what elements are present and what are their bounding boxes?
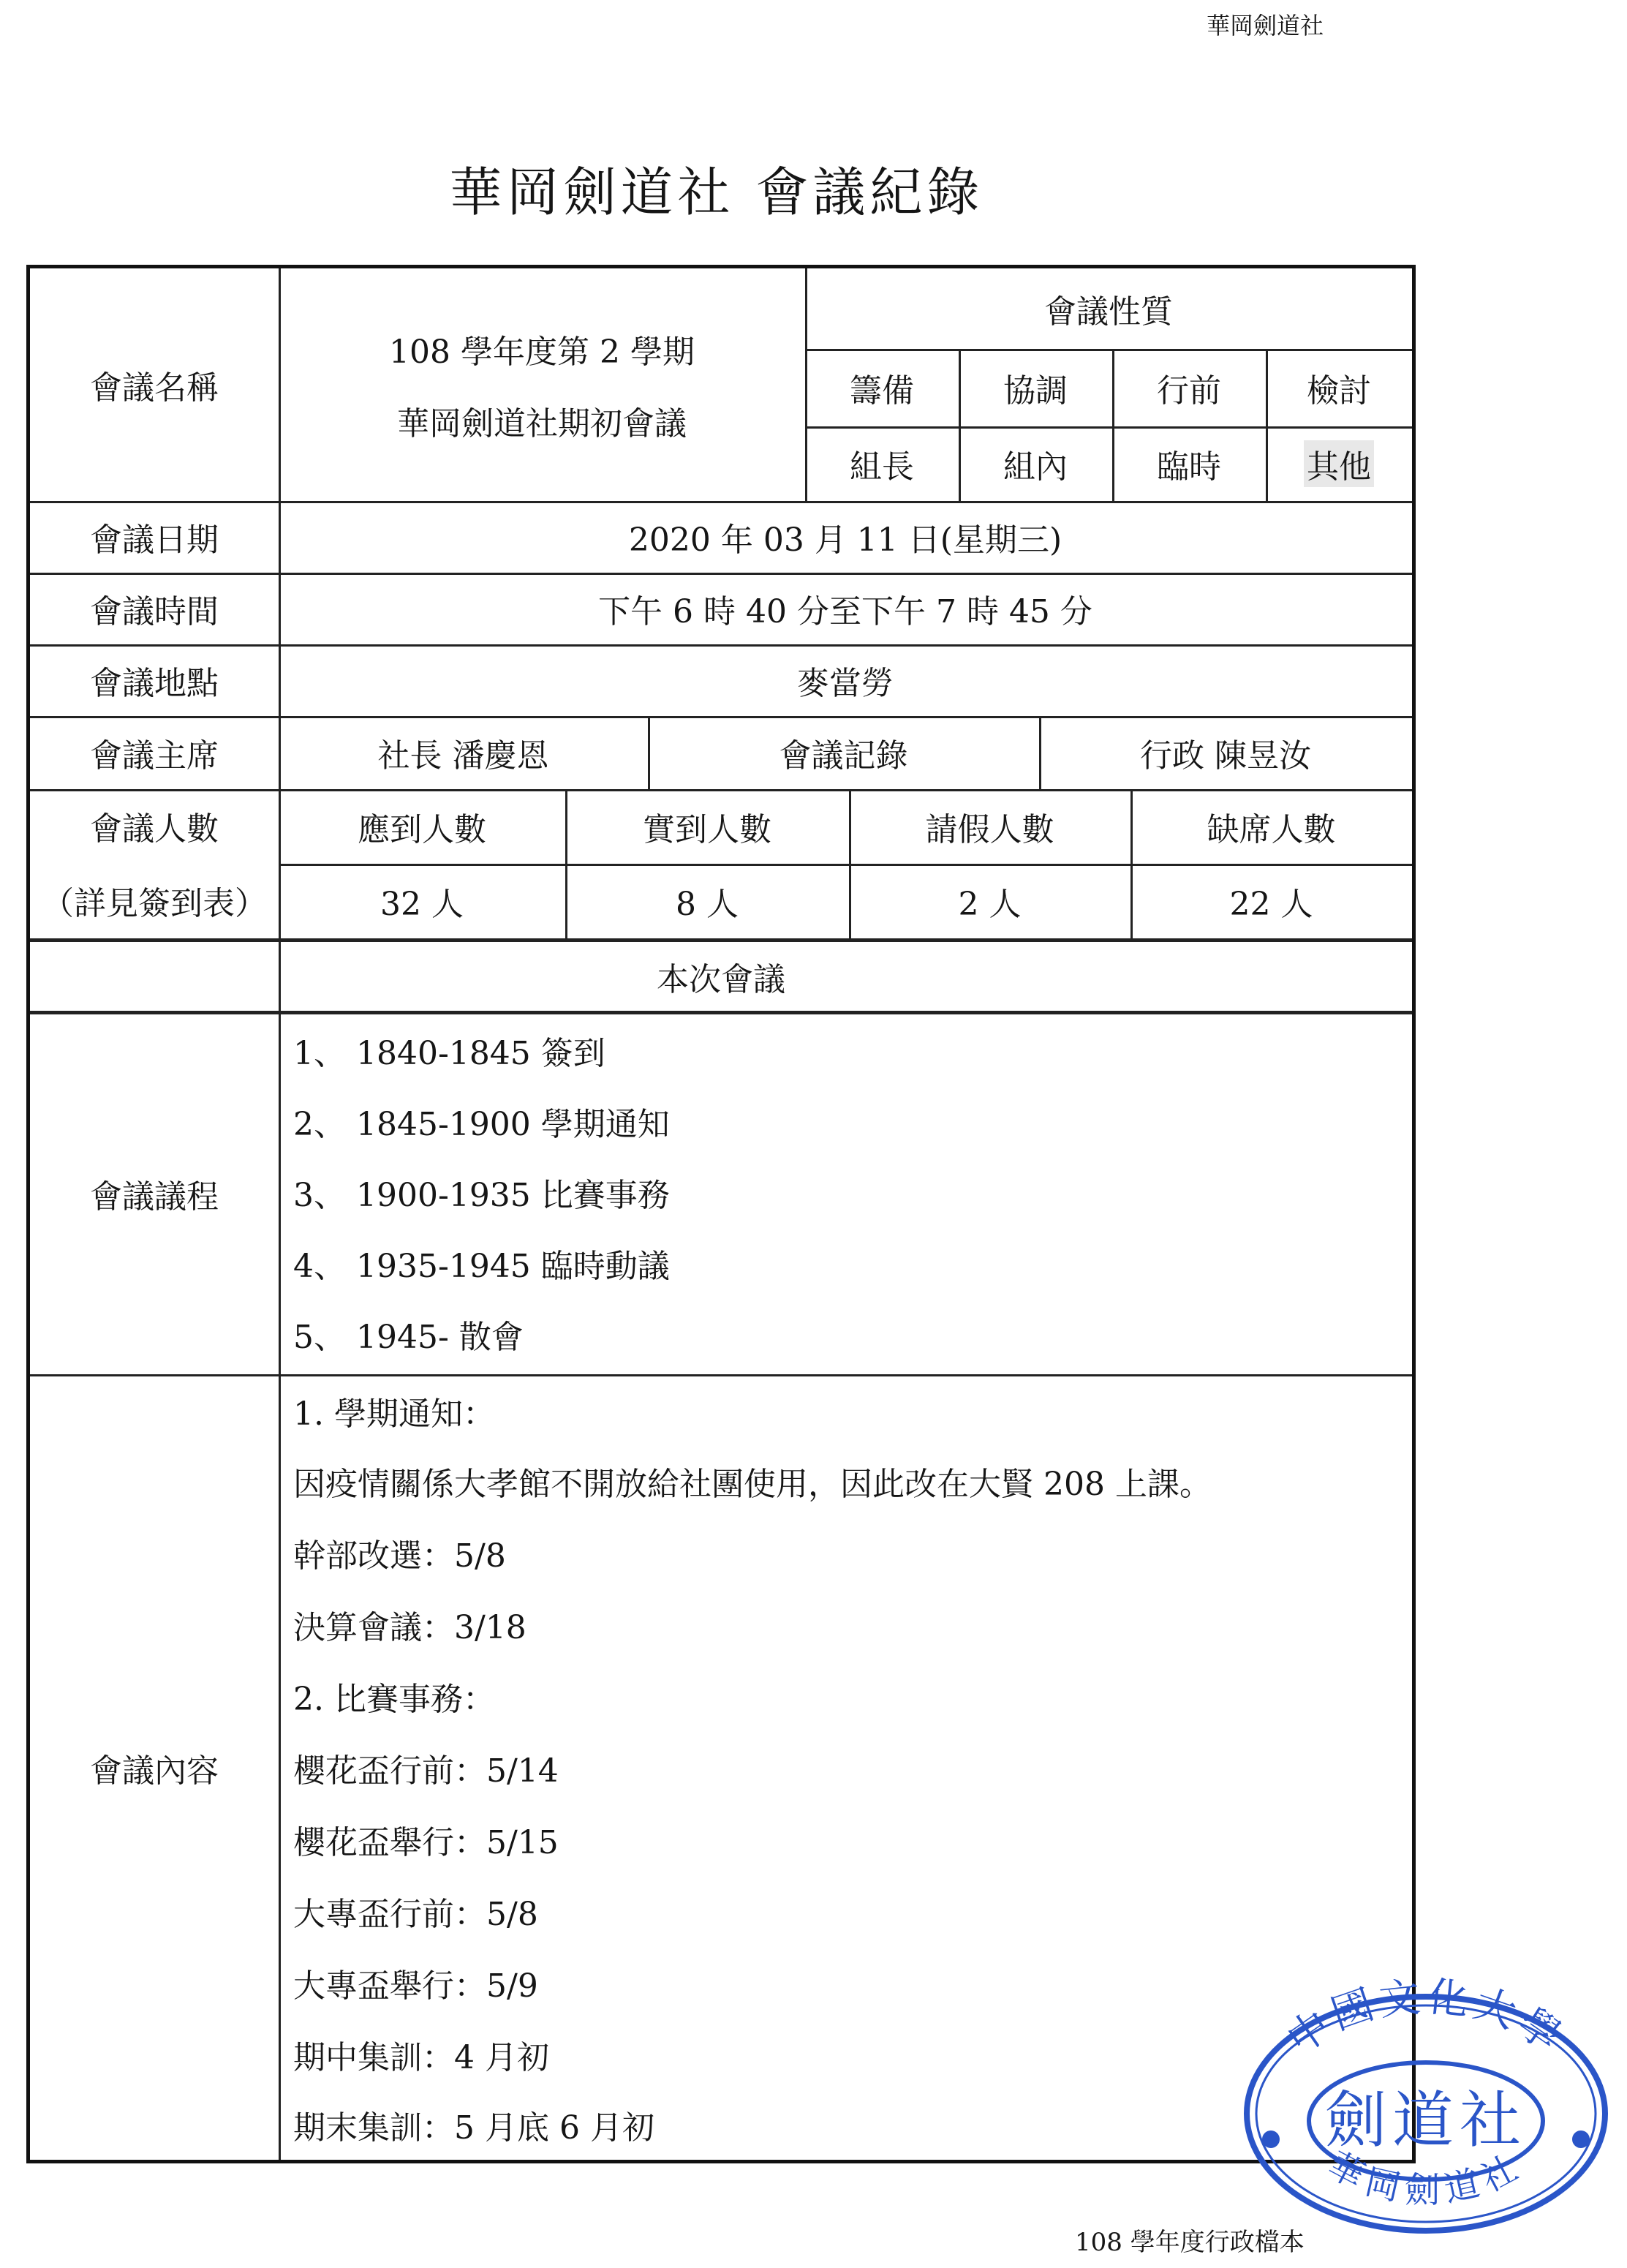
svg-text:中國文化大學 xyxy=(1279,1975,1574,2064)
count-value-expected: 32 人 xyxy=(380,886,464,923)
meeting-name-line2: 華岡劍道社期初會議 xyxy=(397,405,687,442)
nature-option-prep[interactable]: 籌備 xyxy=(850,372,914,410)
agenda-label: 會議議程 xyxy=(90,1178,219,1216)
agenda-item-4: 4、 1935-1945 臨時動議 xyxy=(293,1248,670,1285)
agenda-item-1: 1、 1840-1845 簽到 xyxy=(293,1035,605,1072)
content-line-3: 幹部改選：5/8 xyxy=(293,1537,506,1575)
section-title: 本次會議 xyxy=(657,961,785,998)
count-header-absent: 缺席人數 xyxy=(1207,811,1336,848)
agenda-item-3: 3、 1900-1935 比賽事務 xyxy=(293,1177,670,1214)
document-title: 華岡劍道社 會議紀錄 xyxy=(449,162,984,223)
meeting-date-value: 2020 年 03 月 11 日(星期三) xyxy=(628,521,1062,559)
header-org-name: 華岡劍道社 xyxy=(1207,12,1324,39)
content-line-4: 決算會議：3/18 xyxy=(293,1609,526,1646)
nature-option-coordinate[interactable]: 協調 xyxy=(1003,372,1068,410)
content-line-9: 大專盃舉行：5/9 xyxy=(293,1967,538,2005)
content-line-6: 櫻花盃行前：5/14 xyxy=(293,1752,559,1790)
count-header-leave: 請假人數 xyxy=(925,811,1054,848)
content-line-7: 櫻花盃舉行：5/15 xyxy=(293,1824,559,1861)
content-label: 會議內容 xyxy=(90,1752,219,1790)
club-seal-stamp xyxy=(1236,1975,1616,2238)
meeting-name-line1: 108 學年度第 2 學期 xyxy=(389,334,695,371)
content-line-2: 因疫情關係大孝館不開放給社團使用，因此改在大賢 208 上課。 xyxy=(293,1466,1212,1503)
meeting-count-label: 會議人數 xyxy=(90,810,219,848)
nature-option-other[interactable] xyxy=(1266,426,1412,501)
footer-note: 108 學年度行政檔本 xyxy=(1075,2228,1305,2257)
agenda-item-2: 2、 1845-1900 學期通知 xyxy=(293,1106,670,1143)
nature-option-review[interactable]: 檢討 xyxy=(1307,372,1371,410)
nature-option-pretrip[interactable]: 行前 xyxy=(1157,372,1221,410)
meeting-time-label: 會議時間 xyxy=(90,593,219,630)
meeting-place-value: 麥當勞 xyxy=(797,665,894,702)
meeting-recorder-label: 會議記錄 xyxy=(779,737,908,775)
nature-option-leader[interactable]: 組長 xyxy=(850,448,914,486)
nature-option-adhoc[interactable]: 臨時 xyxy=(1157,448,1221,486)
content-line-11: 期末集訓：5 月底 6 月初 xyxy=(293,2109,654,2147)
minutes-form xyxy=(26,265,1416,2163)
nature-selected-highlight: 其他 xyxy=(1304,440,1374,487)
meeting-time-value: 下午 6 時 40 分至下午 7 時 45 分 xyxy=(598,593,1092,630)
content-line-8: 大專盃行前：5/8 xyxy=(293,1896,538,1933)
meeting-count-sub-label: （詳見簽到表） xyxy=(42,885,267,922)
count-value-leave: 2 人 xyxy=(958,886,1022,923)
seal-bottom-text: 華岡劍道社 xyxy=(1321,2144,1531,2211)
meeting-chair-label: 會議主席 xyxy=(90,737,219,775)
meeting-nature-label: 會議性質 xyxy=(1044,293,1173,331)
seal-flower-right-icon xyxy=(1572,2131,1590,2148)
content-line-10: 期中集訓：4 月初 xyxy=(293,2039,549,2076)
seal-flower-left-icon xyxy=(1262,2131,1280,2148)
count-value-present: 8 人 xyxy=(676,886,739,923)
meeting-name-label: 會議名稱 xyxy=(90,369,219,407)
count-value-absent: 22 人 xyxy=(1229,886,1313,923)
agenda-item-5: 5、 1945- 散會 xyxy=(293,1319,524,1356)
content-line-1: 1. 學期通知： xyxy=(293,1395,495,1433)
count-header-expected: 應到人數 xyxy=(358,811,486,848)
count-header-present: 實到人數 xyxy=(643,811,771,848)
seal-inner-text: 劍道社 xyxy=(1324,2084,1528,2156)
seal-outer-text: 中國文化大學 xyxy=(1278,1975,1574,2064)
meeting-chair-value: 社長 潘慶恩 xyxy=(377,737,549,775)
meeting-date-label: 會議日期 xyxy=(90,521,219,559)
meeting-recorder-value: 行政 陳昱汝 xyxy=(1140,737,1311,775)
nature-option-internal[interactable]: 組內 xyxy=(1003,448,1068,486)
content-line-5: 2. 比賽事務： xyxy=(293,1681,495,1718)
meeting-place-label: 會議地點 xyxy=(90,665,219,702)
